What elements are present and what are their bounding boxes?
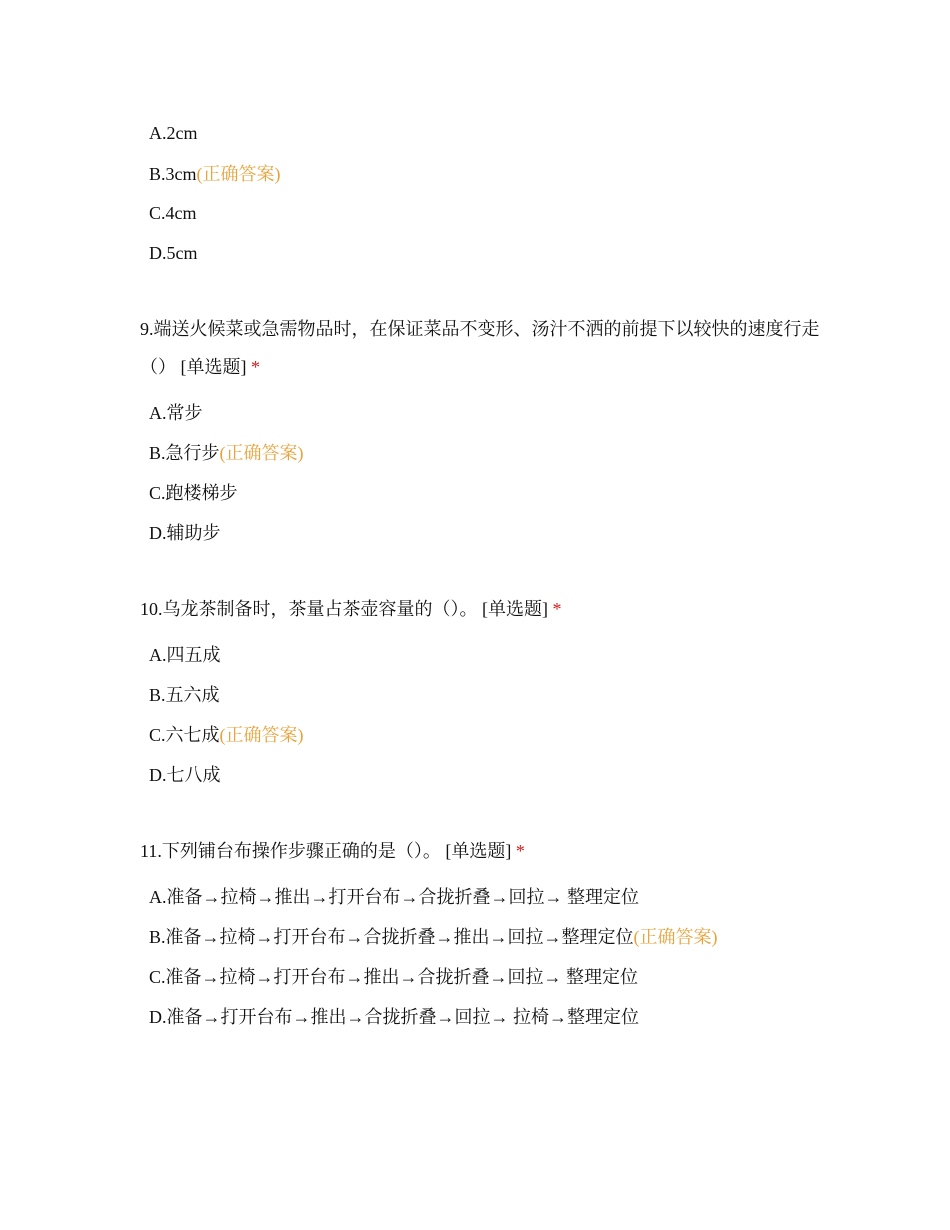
option-a: A.四五成 <box>149 645 221 665</box>
correct-answer-tag: (正确答案) <box>196 164 281 184</box>
question-title: 10.乌龙茶制备时，茶量占茶壶容量的（）。 [单选题] * <box>140 599 562 619</box>
option-a: A.2cm <box>149 123 198 143</box>
question-type-tag: [单选题] <box>445 841 512 861</box>
question-type-tag: [单选题] <box>180 357 247 377</box>
option-c: C.准备→拉椅→打开台布→推出→合拢折叠→回拉→ 整理定位 <box>149 967 639 987</box>
correct-answer-tag: (正确答案) <box>219 443 304 463</box>
option-d: D.辅助步 <box>149 523 221 543</box>
required-mark: * <box>251 357 260 377</box>
option-a: A.准备→拉椅→推出→打开台布→合拢折叠→回拉→ 整理定位 <box>149 887 639 907</box>
option-d: D.七八成 <box>149 765 221 785</box>
option-d: D.准备→打开台布→推出→合拢折叠→回拉→ 拉椅→整理定位 <box>149 1007 639 1027</box>
option-c: C.六七成(正确答案) <box>149 725 304 745</box>
correct-answer-tag: (正确答案) <box>633 927 718 947</box>
question-title: 9.端送火候菜或急需物品时，在保证菜品不变形、汤汁不洒的前提下以较快的速度行走（） [单选题] * <box>140 319 820 377</box>
option-b: B.急行步(正确答案) <box>149 443 304 463</box>
option-c: C.4cm <box>149 203 197 223</box>
option-a: A.常步 <box>149 403 203 423</box>
question-type-tag: [单选题] <box>482 599 548 619</box>
correct-answer-tag: (正确答案) <box>219 725 304 745</box>
required-mark: * <box>552 599 562 619</box>
option-b: B.3cm(正确答案) <box>149 164 281 184</box>
question-title: 11.下列铺台布操作步骤正确的是（）。 [单选题] * <box>140 841 525 861</box>
required-mark: * <box>515 841 525 861</box>
option-b: B.五六成 <box>149 685 220 705</box>
option-b: B.准备→拉椅→打开台布→合拢折叠→推出→回拉→整理定位(正确答案) <box>149 927 718 947</box>
option-c: C.跑楼梯步 <box>149 483 238 503</box>
option-d: D.5cm <box>149 243 198 263</box>
